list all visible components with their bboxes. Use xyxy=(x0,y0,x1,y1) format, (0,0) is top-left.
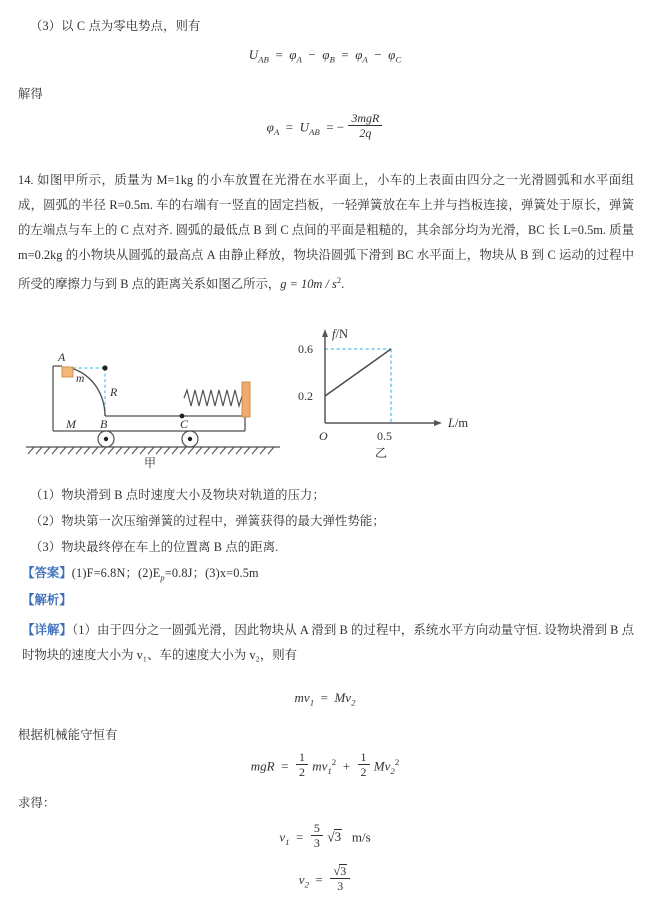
graph-y-axis-arrow xyxy=(322,329,328,337)
barrier-plate xyxy=(242,382,250,417)
figure-jia-caption: 甲 xyxy=(143,456,156,470)
gravity-constant-expr: g = 10m / s xyxy=(280,277,337,292)
answer-2-subscript: p xyxy=(160,573,165,583)
problem-statement-text: 14. 如图甲所示，质量为 M=1kg 的小车放置在光滑在水平面上，小车的上表面由四分之一光滑圆弧和水平面组成，圆弧的半径 R=0.5m. 车的右端有一竖直的固定挡板，一轻弹簧放在车上并与挡板连接，弹簧处于原长，弹簧的左端点与车上的 C 点对齐. 圆弧的最低点 B 到 C 点间的平面是粗糙的，其余部分均为光滑，BC 长 L=0.5m. 质量 m=0.2kg 的小物块从圆弧的最高点 A 由静止释放，物块沿圆弧下滑到 BC 水平面上，物块从 B 到 C 运动的过程中所受的摩擦力与到 B 点的距离关系如图乙所示， xyxy=(18,173,634,292)
formula-phi-a: $\varphi_A = U_{AB}$ = − $\frac{\text{3mgR}}{2q}$ xyxy=(0,114,650,143)
answer-line xyxy=(22,565,259,586)
sqrt-radicand-v1: 3 xyxy=(334,829,342,845)
gravity-constant-period: . xyxy=(341,277,345,292)
fraction-one-half-b: $\frac{1}{2}$ xyxy=(358,751,370,780)
v1-frac-num: 5 xyxy=(313,821,320,836)
graph-y-axis-label: f/N xyxy=(332,327,348,341)
wheel-right-hub xyxy=(188,437,192,441)
figure-yi-caption: 乙 xyxy=(374,446,387,460)
cart-wheels xyxy=(98,431,198,447)
block-m-shape xyxy=(62,367,73,377)
analysis-tag: 【解析】 xyxy=(22,593,72,607)
figure-jia-cart-diagram xyxy=(18,336,290,470)
answer-3: (3)x=0.5m xyxy=(205,566,259,580)
label-radius-r: R xyxy=(110,385,118,399)
v1-unit: m/s xyxy=(351,829,371,845)
graph-x-axis-arrow xyxy=(434,420,442,426)
formula-potential-difference: $U_{AB} = \varphi_A - \varphi_B = \varphi_A - \varphi_C$ xyxy=(248,47,402,65)
detail-paragraph xyxy=(22,618,634,668)
graph-ytick-0-6: 0.6 xyxy=(298,342,313,356)
jiede-label: 解得 xyxy=(18,87,43,101)
cart-diagram-svg xyxy=(18,336,290,464)
fraction-numerator: 3mgR xyxy=(351,111,380,126)
problem-statement xyxy=(18,168,634,297)
arc-center-dot xyxy=(102,365,107,370)
graph-ytick-0-2: 0.2 xyxy=(298,389,313,403)
label-mass-cart-m: M xyxy=(66,417,76,431)
graph-origin-label: O xyxy=(319,429,328,443)
wheel-left-hub xyxy=(104,437,108,441)
label-point-c: C xyxy=(180,417,189,431)
v1-frac-den: 3 xyxy=(311,835,323,850)
label-point-b: B xyxy=(100,417,108,431)
graph-xtick-0-5: 0.5 xyxy=(377,429,392,443)
formula-energy-conservation: mgR = $\frac{1}{2}$ $mv_1^2$ + $\frac{1}{2}$ $Mv_2^2$ xyxy=(250,750,400,780)
ground-hatching xyxy=(28,447,274,454)
formula-v2-result: $v_2$ = $\frac{√3}{3}$ xyxy=(0,866,650,896)
answer-tag: 【答案】 xyxy=(22,566,72,580)
graph-dashed-guides xyxy=(325,349,391,423)
sqrt-symbol-v1: √ xyxy=(327,829,335,845)
fraction-five-thirds xyxy=(311,822,323,851)
v2-frac-num: √3 xyxy=(333,864,347,879)
fraction-3mgR-2q xyxy=(348,112,382,141)
question-3: （3）物块最终停在车上的位置离 B 点的距离. xyxy=(30,540,279,554)
answer-2-pre: (2)E xyxy=(137,566,161,580)
v2-frac-den: 3 xyxy=(330,878,350,893)
graph-x-axis-label: L/m xyxy=(448,416,469,430)
figure-yi-graph xyxy=(296,322,526,464)
solve-label: 求得： xyxy=(18,796,56,810)
label-mass-m: m xyxy=(76,373,85,385)
fraction-sqrt3-over-3 xyxy=(330,864,350,894)
part3-intro-line: （3）以 C 点为零电势点，则有 xyxy=(30,19,201,33)
formula-momentum-conservation: $mv_1 = Mv_2$ xyxy=(294,690,356,708)
fraction-denominator: 2q xyxy=(348,125,382,140)
detail-tag: 【详解】 xyxy=(22,623,72,637)
question-2: （2）物块第一次压缩弹簧的过程中，弹簧获得的最大弹性势能； xyxy=(30,514,385,528)
question-1: （1）物块滑到 B 点时速度大小及物块对轨道的压力； xyxy=(30,488,325,502)
graph-data-line xyxy=(325,349,391,396)
label-point-a: A xyxy=(58,350,66,364)
answer-1: (1)F=6.8N； xyxy=(71,566,138,580)
spring-coil xyxy=(184,390,242,406)
detail-paragraph-text: （1）由于四分之一圆弧光滑，因此物块从 A 滑到 B 的过程中，系统水平方向动量守恒. 设物块滑到 B 点时物块的速度大小为 v₁、车的速度大小为 v₂，则有 xyxy=(22,623,634,662)
formula-v1-result: $v_1$ = $\frac{5}{3}$ √3 m/s xyxy=(279,821,371,851)
friction-graph-svg xyxy=(296,322,526,464)
gravity-constant-exponent: 2 xyxy=(336,275,342,285)
answer-2-post: =0.8J； xyxy=(164,566,206,580)
energy-intro-line: 根据机械能守恒有 xyxy=(18,728,118,742)
fraction-one-half-a: $\frac{1}{2}$ xyxy=(296,751,308,780)
